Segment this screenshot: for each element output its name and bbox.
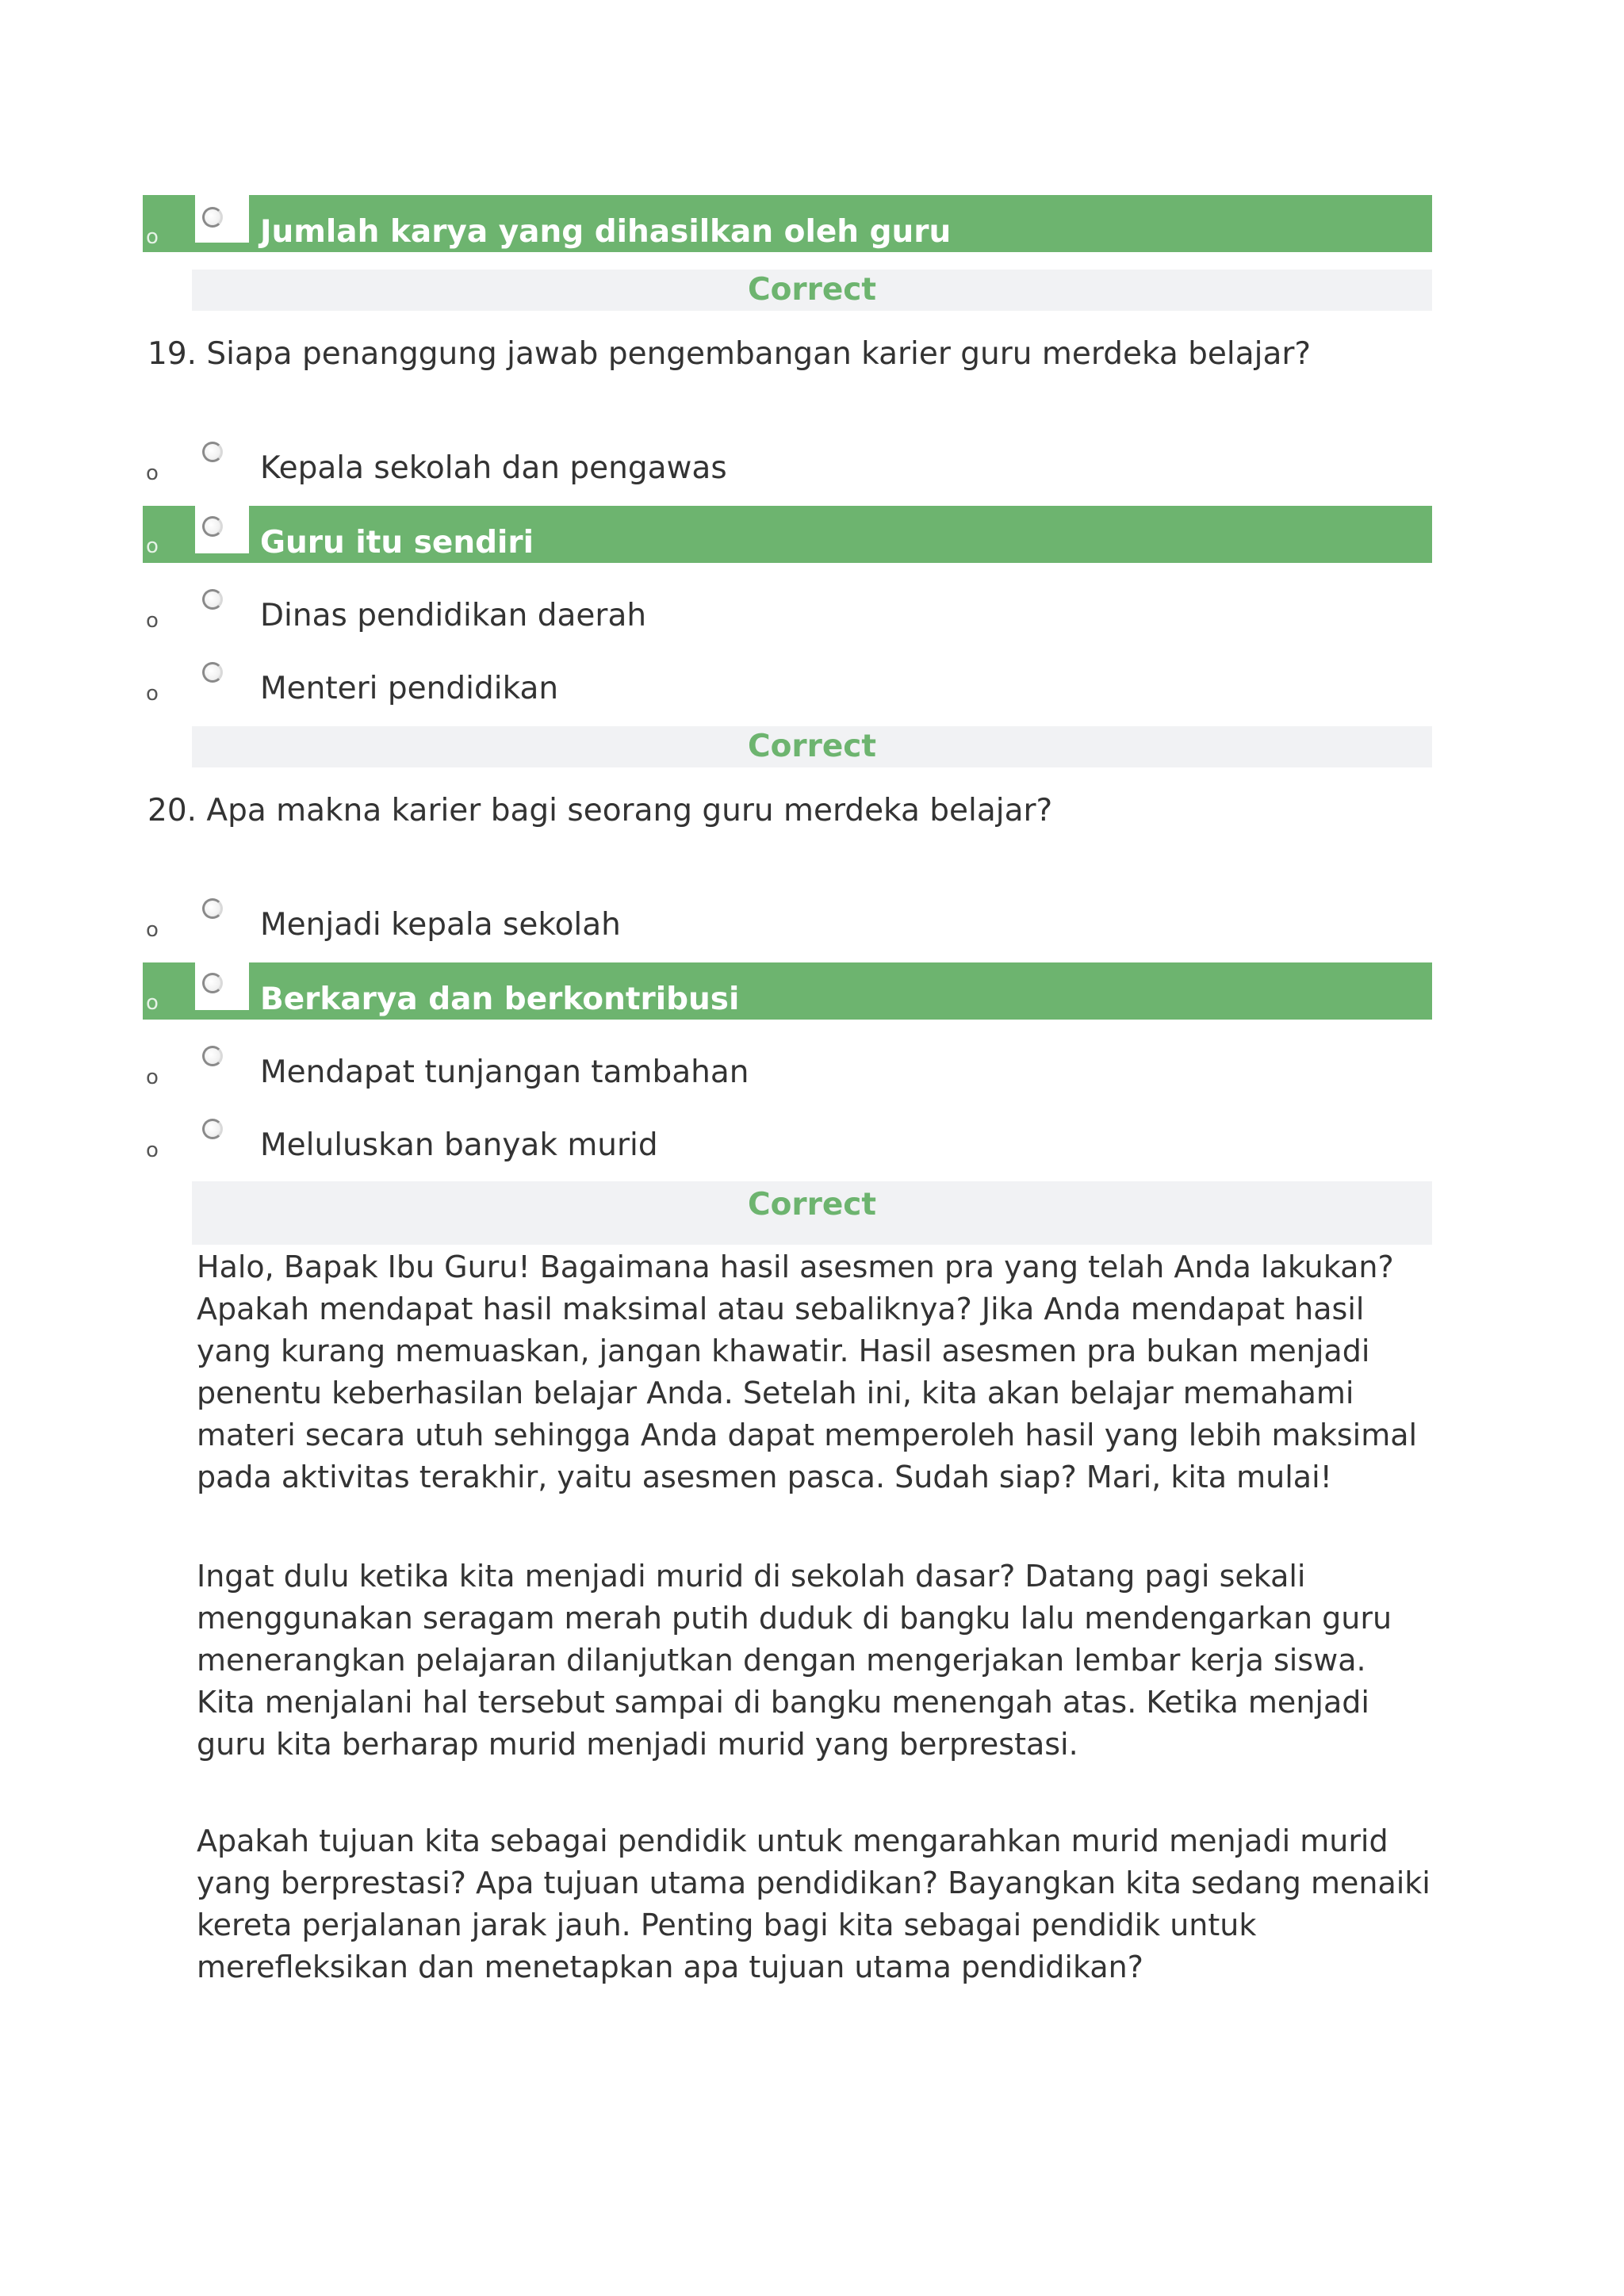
bullet-icon: o xyxy=(146,918,159,942)
radio-icon[interactable] xyxy=(200,439,224,463)
radio-icon[interactable] xyxy=(200,1116,224,1140)
option-label[interactable]: Mendapat tunjangan tambahan xyxy=(260,1054,749,1090)
option-label[interactable]: Kepala sekolah dan pengawas xyxy=(260,450,727,486)
radio-icon[interactable] xyxy=(200,205,224,228)
option-label: Berkarya dan berkontribusi xyxy=(260,982,740,1017)
question-19-text: 19. Siapa penanggung jawab pengembangan karier guru merdeka belajar? xyxy=(147,336,1312,372)
bullet-icon: o xyxy=(146,1066,159,1089)
radio-icon[interactable] xyxy=(200,1043,224,1067)
intro-paragraph: Halo, Bapak Ibu Guru! Bagaimana hasil asesmen pra yang telah Anda lakukan? Apakah mendapat hasil maksimal atau sebaliknya? Jika Anda mendapat hasil yang kurang memuaskan, jangan khawatir. Hasil asesmen pra bukan menjadi penentu keberhasilan belajar Anda. Setelah ini, kita akan belajar memahami materi secara utuh sehingga Anda dapat memperoleh hasil yang lebih maksimal pada aktivitas terakhir, yaitu asesmen pasca. Sudah siap? Mari, kita mulai! xyxy=(197,1249,1418,1494)
radio-icon[interactable] xyxy=(200,587,224,610)
option-label[interactable]: Menjadi kepala sekolah xyxy=(260,907,621,943)
radio-icon[interactable] xyxy=(200,970,224,994)
body-paragraph: Apakah tujuan kita sebagai pendidik untuk mengarahkan murid menjadi murid yang berprestasi? Apa tujuan utama pendidikan? Bayangkan kita sedang menaiki kereta perjalanan jarak jauh. Penting bagi kita sebagai pendidik untuk merefleksikan dan menetapkan apa tujuan utama pendidikan? xyxy=(197,1823,1431,1984)
feedback-correct: Correct xyxy=(192,726,1432,767)
radio-icon[interactable] xyxy=(200,660,224,683)
radio-icon[interactable] xyxy=(200,514,224,538)
bullet-icon: o xyxy=(146,609,159,633)
option-label[interactable]: Meluluskan banyak murid xyxy=(260,1127,658,1163)
option-label[interactable]: Dinas pendidikan daerah xyxy=(260,598,647,633)
feedback-correct: Correct xyxy=(192,270,1432,311)
bullet-icon: o xyxy=(146,682,159,706)
bullet-icon: o xyxy=(146,225,159,249)
option-label[interactable]: Menteri pendidikan xyxy=(260,671,559,706)
radio-icon[interactable] xyxy=(200,896,224,920)
bullet-icon: o xyxy=(146,534,159,558)
question-20-text: 20. Apa makna karier bagi seorang guru merdeka belajar? xyxy=(147,793,1053,828)
bullet-icon: o xyxy=(146,991,159,1015)
bullet-icon: o xyxy=(146,461,159,485)
bullet-icon: o xyxy=(146,1138,159,1162)
option-label: Jumlah karya yang dihasilkan oleh guru xyxy=(260,214,952,250)
body-paragraph: Ingat dulu ketika kita menjadi murid di sekolah dasar? Datang pagi sekali menggunakan seragam merah putih duduk di bangku lalu mendengarkan guru menerangkan pelajaran dilanjutkan dengan mengerjakan lembar kerja siswa. Kita menjalani hal tersebut sampai di bangku menengah atas. Ketika menjadi guru kita berharap murid menjadi murid yang berprestasi. xyxy=(197,1559,1392,1762)
feedback-correct: Correct xyxy=(192,1181,1432,1245)
option-label: Guru itu sendiri xyxy=(260,525,534,561)
